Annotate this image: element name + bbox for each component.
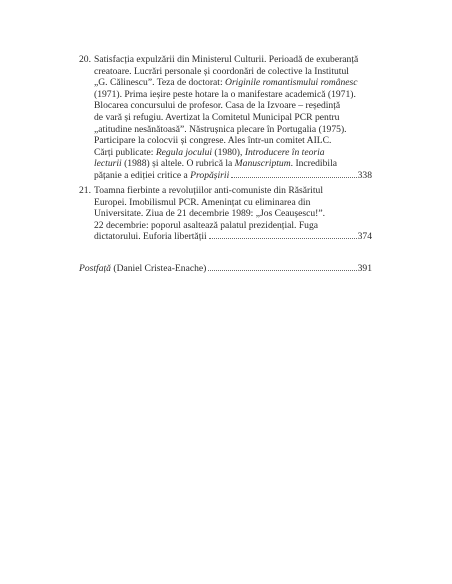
entry-line: „G. Călinescu”. Teza de doctorat: Originile romantismului românesc [94, 77, 358, 89]
page-number: 391 [357, 263, 372, 274]
entry-line: Participare la colocvii și congrese. Ales într-un comitet AILC. [94, 135, 332, 147]
entry-text [94, 185, 372, 243]
postface-author: (Daniel Cristea-Enache) [110, 263, 207, 274]
page-number: 374 [357, 231, 372, 243]
entry-line: creatoare. Lucrări personale și coordonări de colective la Institutul [94, 65, 349, 77]
entry-line: Universitate. Ziua de 21 decembrie 1989: „Jos Ceaușescu!”. [94, 208, 325, 220]
entry-line: Europei. Imobilismul PCR. Amenințat cu eliminarea din [94, 196, 311, 208]
entry-line: (1971). Prima ieșire peste hotare la o manifestare academică (1971). [94, 88, 356, 100]
postface-title: Postfață [79, 263, 111, 274]
entry-last-line [79, 263, 372, 275]
entry-last-line: pățanie a ediției critice a Propășirii 338 [94, 169, 372, 181]
entry-text [94, 54, 372, 182]
page-number: 338 [357, 169, 372, 181]
entry-number: 21. [79, 185, 91, 196]
entry-last-line: dictatorului. Euforia libertății 374 [94, 231, 372, 243]
entry-line: Cărți publicate: Regula jocului (1980), Introducere în teoria [94, 146, 325, 158]
book-title: Originile romantismului românesc [225, 77, 358, 89]
entry-line: Blocarea concursului de profesor. Casa de la Izvoare – reședință [94, 100, 341, 112]
book-title: Regula jocului [155, 146, 213, 158]
dot-leader [208, 270, 356, 271]
dot-leader [209, 238, 357, 239]
entry-number: 20. [79, 54, 91, 65]
book-title: Manuscriptum [234, 158, 291, 170]
book-title: Introducere în teoria [244, 146, 325, 158]
entry-line: Toamna fierbinte a revoluțiilor anti-comuniste din Răsăritul [94, 185, 323, 196]
entry-line: lecturii (1988) și altele. O rubrică la Manuscriptum. Incredibila [94, 158, 337, 170]
toc-entry-21 [79, 185, 372, 243]
entry-line: Satisfacția expulzării din Ministerul Culturii. Perioadă de exuberanță [94, 54, 359, 65]
book-title: lecturii [94, 158, 122, 170]
entry-line: 22 decembrie: poporul asaltează palatul prezidențial. Fuga [94, 219, 319, 231]
toc-entry-20 [79, 54, 372, 182]
dot-leader [231, 177, 356, 178]
book-title: Propășirii [190, 169, 230, 181]
toc-entry-postface [79, 263, 372, 275]
entry-line: „atitudine nesănătoasă”. Năstrușnica plecare în Portugalia (1975). [94, 123, 347, 135]
entry-line: de vară și refugiu. Avertizat la Comitetul Municipal PCR pentru [94, 111, 340, 123]
